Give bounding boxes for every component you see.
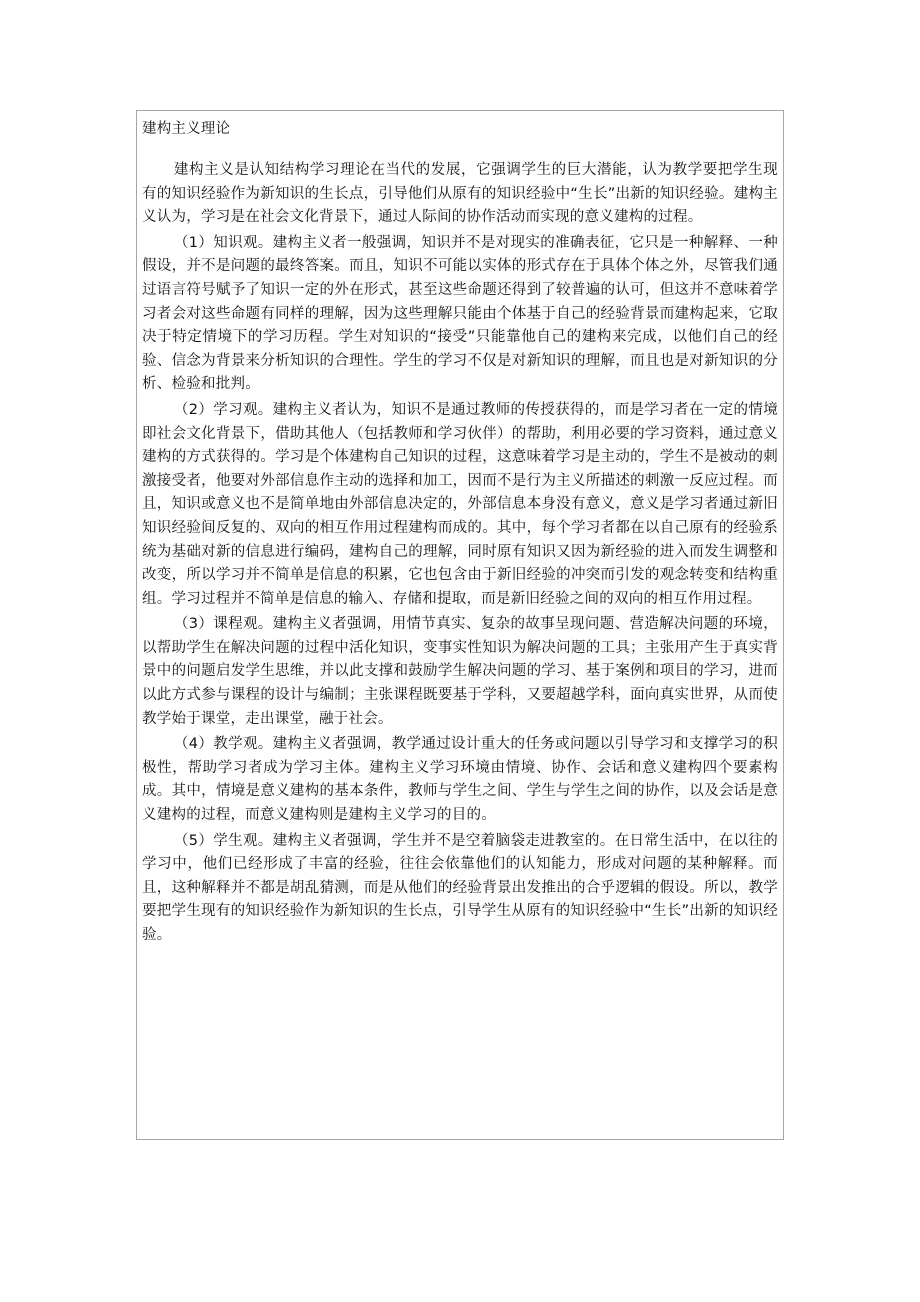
- document-title: 建构主义理论: [142, 121, 231, 137]
- intro-paragraph: 建构主义是认知结构学习理论在当代的发展，它强调学生的巨大潜能，认为教学要把学生现有的知识经验作为新知识的生长点，引导他们从原有的知识经验中“生长”出新的知识经验。建构主义认为，学习是在社会文化背景下，通过人际间的协作活动而实现的意义建构的过程。: [142, 162, 778, 226]
- learning-view-paragraph: （2）学习观。建构主义者认为，知识不是通过教师的传授获得的，而是学习者在一定的情境即社会文化背景下，借助其他人（包括教师和学习伙伴）的帮助，利用必要的学习资料，通过意义建构的方式获得的。学习是个体建构自己知识的过程，这意味着学习是主动的，学生不是被动的刺激接受者，他要对外部信息作主动的选择和加工，因而不是行为主义所描述的刺激一反应过程。而且，知识或意义也不是简单地由外部信息决定的，外部信息本身没有意义，意义是学习者通过新旧知识经验间反复的、双向的相互作用过程建构而成的。其中，每个学习者都在以自己原有的经验系统为基础对新的信息进行编码，建构自己的理解，同时原有知识又因为新经验的进入而发生调整和改变，所以学习并不简单是信息的积累，它也包含由于新旧经验的冲突而引发的观念转变和结构重组。学习过程并不简单是信息的输入、存储和提取，而是新旧经验之间的双向的相互作用过程。: [142, 401, 778, 607]
- teaching-view-paragraph: （4）教学观。建构主义者强调，教学通过设计重大的任务或问题以引导学习和支撑学习的积极性，帮助学习者成为学习主体。建构主义学习环境由情境、协作、会话和意义建构四个要素构成。其中，情境是意义建构的基本条件，教师与学生之间、学生与学生之间的协作，以及会话是意义建构的过程，而意义建构则是建构主义学习的目的。: [142, 736, 778, 824]
- student-view-paragraph: （5）学生观。建构主义者强调，学生并不是空着脑袋走进教室的。在日常生活中，在以往的学习中，他们已经形成了丰富的经验，往往会依靠他们的认知能力，形成对问题的某种解释。而且，这种解释并不都是胡乱猜测，而是从他们的经验背景出发推出的合乎逻辑的假设。所以，教学要把学生现有的知识经验作为新知识的生长点，引导学生从原有的知识经验中“生长”出新的知识经验。: [142, 832, 778, 943]
- document-box: [136, 110, 784, 1140]
- curriculum-view-paragraph: （3）课程观。建构主义者强调，用情节真实、复杂的故事呈现问题、营造解决问题的环境，以帮助学生在解决问题的过程中活化知识，变事实性知识为解决问题的工具；主张用产生于真实背景中的问题启发学生思维，并以此支撑和鼓励学生解决问题的学习、基于案例和项目的学习，进而以此方式参与课程的设计与编制；主张课程既要基于学科，又要超越学科，面向真实世界，从而使教学始于课堂，走出课堂，融于社会。: [142, 616, 778, 727]
- knowledge-view-paragraph: （1）知识观。建构主义者一般强调，知识并不是对现实的准确表征，它只是一种解释、一种假设，并不是问题的最终答案。而且，知识不可能以实体的形式存在于具体个体之外，尽管我们通过语言符号赋予了知识一定的外在形式，甚至这些命题还得到了较普遍的认可，但这并不意味着学习者会对这些命题有同样的理解，因为这些理解只能由个体基于自己的经验背景而建构起来，它取决于特定情境下的学习历程。学生对知识的“接受”只能靠他自己的建构来完成，以他们自己的经验、信念为背景来分析知识的合理性。学生的学习不仅是对新知识的理解，而且也是对新知识的分析、检验和批判。: [142, 234, 778, 393]
